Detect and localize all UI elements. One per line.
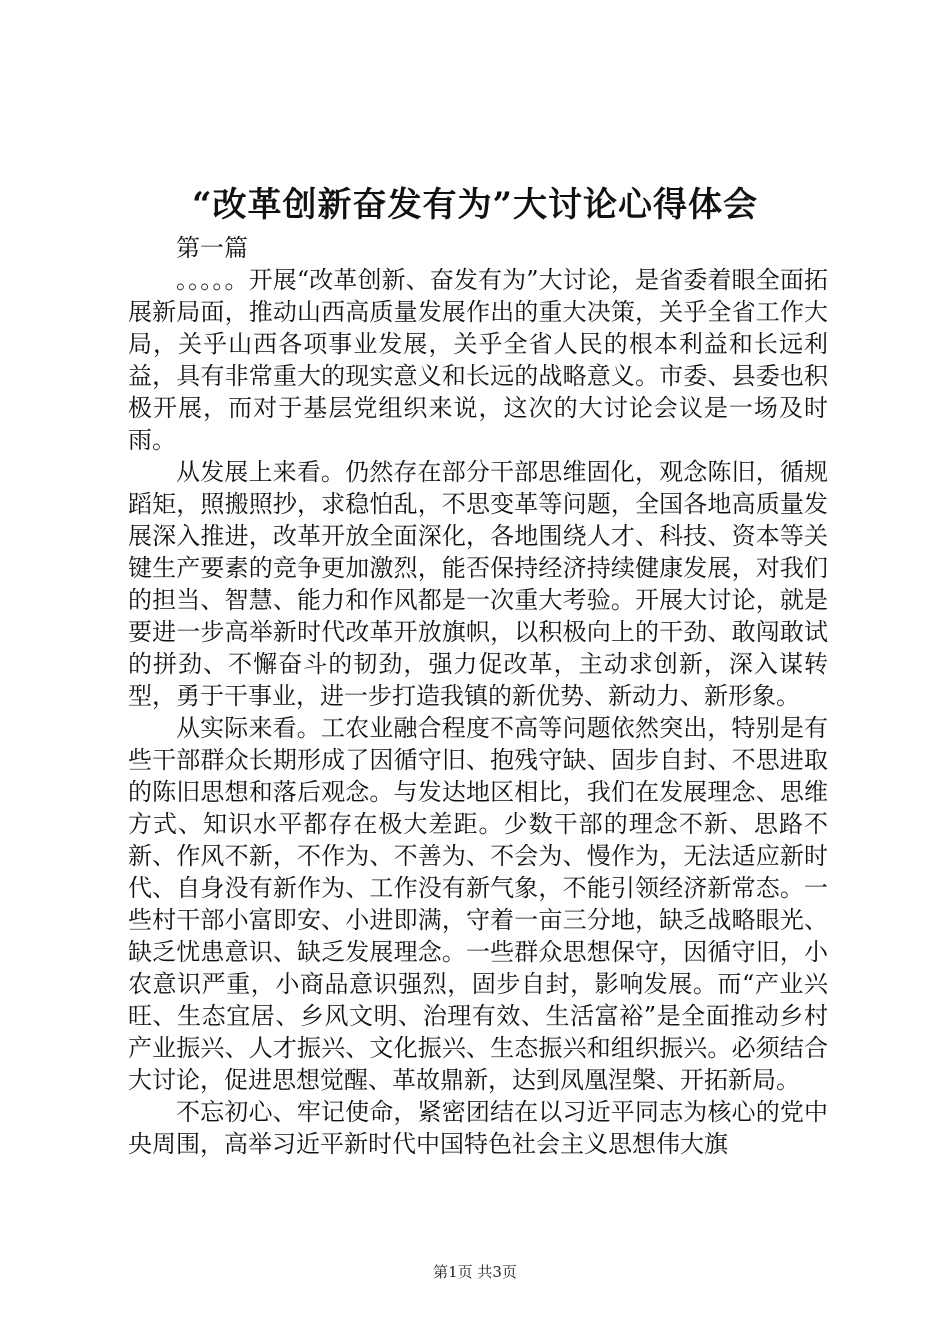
document-title: “改革创新奋发有为”大讨论心得体会 [191,185,759,225]
paragraph-3: 从实际来看。工农业融合程度不高等问题依然突出，特别是有些干部群众长期形成了因循守旧、抱残守缺、固步自封、不思进取的陈旧思想和落后观念。与发达地区相比，我们在发展理念、思维方式、知识水平都存在极大差距。少数干部的理念不新、思路不新、作风不新，不作为、不善为、不会为、慢作为，无法适应新时代、自身没有新作为、工作没有新气象，不能引领经济新常态。一些村干部小富即安、小进即满，守着一亩三分地，缺乏战略眼光、缺乏忧患意识、缺乏发展理念。一些群众思想保守，因循守旧，小农意识严重，小商品意识强烈，固步自封，影响发展。而“产业兴旺、生态宜居、乡风文明、治理有效、生活富裕”是全面推动乡村产业振兴、人才振兴、文化振兴、生态振兴和组织振兴。必须结合大讨论，促进思想觉醒、革故鼎新，达到凤凰涅槃、开拓新局。 [128,714,828,1094]
paragraph-1: 。。。。。开展“改革创新、奋发有为”大讨论，是省委着眼全面拓展新局面，推动山西高质量发展作出的重大决策，关乎全省工作大局，关乎山西各项事业发展，关乎全省人民的根本利益和长远利益，具有非常重大的现实意义和长远的战略意义。市委、县委也积极开展，而对于基层党组织来说，这次的大讨论会议是一场及时雨。 [128,266,828,454]
section-heading: 第一篇 [176,234,248,262]
document-body [128,232,828,1160]
paragraph-2: 从发展上来看。仍然存在部分干部思维固化，观念陈旧，循规蹈矩，照搬照抄，求稳怕乱，不思变革等问题，全国各地高质量发展深入推进，改革开放全面深化，各地围绕人才、科技、资本等关键生产要素的竞争更加激烈，能否保持经济持续健康发展，对我们的担当、智慧、能力和作风都是一次重大考验。开展大讨论，就是要进一步高举新时代改革开放旗帜，以积极向上的干劲、敢闯敢试的拼劲、不懈奋斗的韧劲，强力促改革，主动求创新，深入谋转型，勇于干事业，进一步打造我镇的新优势、新动力、新形象。 [128,458,828,710]
paragraph-4: 不忘初心、牢记使命，紧密团结在以习近平同志为核心的党中央周围，高举习近平新时代中国特色社会主义思想伟大旗 [128,1098,828,1158]
page-footer: 第1页 共3页 [433,1263,517,1281]
